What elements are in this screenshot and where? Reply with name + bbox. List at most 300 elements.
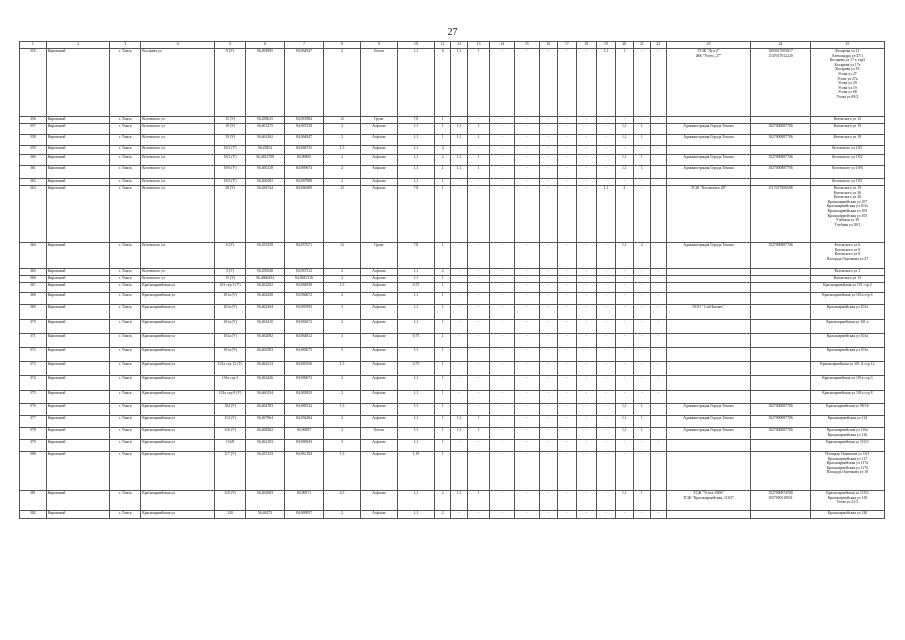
table-cell-col-2: Кировский — [46, 186, 110, 243]
table-cell-col-11: 1 — [434, 428, 450, 440]
table-cell-col-25: Котовского ул 19 Котовского ул 26 Котовского ул 28 Красноармейская ул 107 Красноармейская ул 101а Красноармейская ул 103 Красноармейская ул 105 Учебная ул 39 Учебная ул 38/1 — [810, 186, 884, 243]
table-cell-col-24 — [751, 452, 811, 491]
table-row — [20, 362, 885, 376]
table-cell-col-5: 101 стр 3 (У) — [215, 283, 246, 293]
data-table — [19, 41, 885, 519]
table-row — [20, 334, 885, 348]
table-cell-col-13: - — [467, 117, 490, 124]
table-cell-col-10: 1,1 — [397, 491, 434, 511]
table-cell-col-11: 2 — [434, 491, 450, 511]
table-cell-col-5: 19 (У) — [215, 135, 246, 146]
table-cell-col-9: Асфальт — [361, 452, 398, 491]
table-cell-col-25: Котовского ул 19 — [810, 135, 884, 146]
table-cell-col-7: 84,965672 — [285, 320, 324, 334]
table-cell-col-8: 2 — [324, 428, 361, 440]
table-cell-col-20: - — [615, 305, 633, 320]
table-cell-col-24 — [751, 283, 811, 293]
table-cell-col-9: Асфальт — [361, 269, 398, 276]
table-cell-col-8: 2 — [324, 155, 361, 166]
table-cell-col-4: Котовского ул — [141, 276, 215, 283]
table-cell-col-8: 1,5 — [324, 452, 361, 491]
table-cell-col-24 — [751, 269, 811, 276]
table-cell-col-15: - — [515, 362, 540, 376]
table-cell-col-20: - — [615, 320, 633, 334]
table-cell-col-9: Асфальт — [361, 404, 398, 416]
table-cell-col-17: - — [558, 428, 576, 440]
table-cell-col-22: - — [650, 320, 666, 334]
table-cell-col-14: - — [490, 416, 515, 428]
table-cell-col-15: - — [515, 376, 540, 391]
table-cell-col-15: - — [515, 166, 540, 179]
table-cell-col-6: 56,462410 — [245, 320, 284, 334]
table-cell-col-15: - — [515, 186, 540, 243]
table-cell-col-5: 6 (У) — [215, 243, 246, 269]
table-cell-col-8: 2 — [324, 293, 361, 305]
table-cell-col-5: 101а (У) — [215, 293, 246, 305]
table-cell-col-19: - — [597, 283, 615, 293]
table-cell-col-7: 84,965993 — [285, 305, 324, 320]
table-cell-col-9: Асфальт — [361, 276, 398, 283]
table-cell-col-10: 1,1 — [397, 166, 434, 179]
table-cell-col-20: 1,1 — [615, 166, 633, 179]
table-cell-col-19: - — [597, 124, 615, 135]
column-header-11: 11 — [434, 42, 450, 49]
table-cell-col-18: - — [576, 452, 597, 491]
table-cell-col-18: - — [576, 511, 597, 519]
table-cell-col-19: - — [597, 362, 615, 376]
table-cell-col-6: 56,462583 — [245, 348, 284, 362]
table-cell-col-2: Кировский — [46, 166, 110, 179]
table-cell-col-22: - — [650, 276, 666, 283]
table-cell-col-7: 84,969674 — [285, 166, 324, 179]
table-cell-col-21: - — [634, 334, 650, 348]
table-cell-col-3: г. Томск — [110, 404, 141, 416]
table-cell-col-22: - — [650, 452, 666, 491]
table-cell-col-1: 356 — [20, 117, 47, 124]
table-cell-col-21: - — [634, 49, 650, 117]
table-cell-col-17: - — [558, 166, 576, 179]
table-cell-col-2: Кировский — [46, 276, 110, 283]
table-cell-col-3: г. Томск — [110, 155, 141, 166]
table-cell-col-1: 381 — [20, 491, 47, 511]
table-cell-col-13: - — [467, 404, 490, 416]
table-cell-col-19: - — [597, 320, 615, 334]
table-cell-col-18: - — [576, 376, 597, 391]
table-cell-col-7: 84,965675 — [285, 348, 324, 362]
table-cell-col-2: Кировский — [46, 124, 110, 135]
table-cell-col-1: 380 — [20, 452, 47, 491]
table-cell-col-12: 1,1 — [451, 166, 467, 179]
table-cell-col-15: - — [515, 135, 540, 146]
table-cell-col-3: г. Томск — [110, 362, 141, 376]
table-cell-col-25: Красноармейская ул 101а — [810, 348, 884, 362]
table-cell-col-3: г. Томск — [110, 283, 141, 293]
table-cell-col-24 — [751, 146, 811, 155]
table-cell-col-10: 1,1 — [397, 293, 434, 305]
table-cell-col-21: 1 — [634, 124, 650, 135]
table-cell-col-10: 0,75 — [397, 283, 434, 293]
table-cell-col-14: - — [490, 391, 515, 404]
table-cell-col-21: 1 — [634, 491, 650, 511]
table-cell-col-15: - — [515, 146, 540, 155]
table-cell-col-4: Красноармейская ул — [141, 404, 215, 416]
table-cell-col-20: 1,1 — [615, 243, 633, 269]
table-cell-col-7: 84,96971 — [285, 491, 324, 511]
table-cell-col-9: Асфальт — [361, 362, 398, 376]
table-cell-col-25: Красноармейская ул 116а Красноармейская ул 116 — [810, 428, 884, 440]
table-cell-col-18: - — [576, 348, 597, 362]
table-cell-col-17: - — [558, 348, 576, 362]
table-cell-col-21: 1 — [634, 404, 650, 416]
table-cell-col-17: - — [558, 146, 576, 155]
table-cell-col-2: Кировский — [46, 334, 110, 348]
table-cell-col-15: - — [515, 305, 540, 320]
table-cell-col-13: - — [467, 320, 490, 334]
table-cell-col-18: - — [576, 334, 597, 348]
table-cell-col-4: Красноармейская ул — [141, 391, 215, 404]
table-cell-col-11: 1 — [434, 404, 450, 416]
table-cell-col-8: 12 — [324, 186, 361, 243]
table-cell-col-1: 372 — [20, 348, 47, 362]
table-cell-col-19: - — [597, 276, 615, 283]
table-cell-col-16: - — [539, 362, 557, 376]
table-cell-col-21: - — [634, 440, 650, 452]
table-cell-col-6: 56,4631708 — [245, 155, 284, 166]
table-cell-col-15: - — [515, 491, 540, 511]
table-cell-col-25: Котовского ул 19/2 — [810, 155, 884, 166]
table-row — [20, 49, 885, 117]
table-cell-col-18: - — [576, 124, 597, 135]
table-cell-col-24 — [751, 348, 811, 362]
table-cell-col-21: - — [634, 283, 650, 293]
table-row — [20, 155, 885, 166]
table-cell-col-13: - — [467, 243, 490, 269]
table-cell-col-10: 1,1 — [397, 155, 434, 166]
table-cell-col-19: - — [597, 305, 615, 320]
table-cell-col-10: 1,1 — [397, 320, 434, 334]
table-cell-col-19: - — [597, 135, 615, 146]
table-cell-col-11: 1 — [434, 452, 450, 491]
table-cell-col-14: - — [490, 276, 515, 283]
table-cell-col-11: 1 — [434, 362, 450, 376]
table-cell-col-24: 1117017006598 — [751, 186, 811, 243]
table-cell-col-3: г. Томск — [110, 124, 141, 135]
table-cell-col-13: - — [467, 452, 490, 491]
table-cell-col-10: 1,1 — [397, 146, 434, 155]
table-cell-col-16: - — [539, 269, 557, 276]
table-cell-col-12: - — [451, 391, 467, 404]
table-cell-col-17: - — [558, 243, 576, 269]
table-cell-col-2: Кировский — [46, 155, 110, 166]
table-cell-col-15: - — [515, 276, 540, 283]
table-body — [20, 49, 885, 519]
table-cell-col-8: 2 — [324, 179, 361, 186]
table-cell-col-22: - — [650, 334, 666, 348]
table-cell-col-9: Асфальт — [361, 416, 398, 428]
table-cell-col-12: 1,1 — [451, 428, 467, 440]
table-cell-col-12: 1,1 — [451, 155, 467, 166]
table-cell-col-25: Площадь Ощепкова ул 16/1 Красноармейская ул 117 Красноармейская ул 117а Красноармейская ул 117б Площадь Ощепкова ул 18 — [810, 452, 884, 491]
table-cell-col-15: - — [515, 124, 540, 135]
table-cell-col-1: 371 — [20, 334, 47, 348]
table-cell-col-10: 1,1 — [397, 305, 434, 320]
table-cell-col-14: - — [490, 117, 515, 124]
table-cell-col-16: - — [539, 348, 557, 362]
table-cell-col-21: 1 — [634, 155, 650, 166]
table-cell-col-5: 104 (У) — [215, 404, 246, 416]
table-cell-col-2: Кировский — [46, 146, 110, 155]
column-header-5: 5 — [215, 42, 246, 49]
table-cell-col-4: Котовского ул — [141, 179, 215, 186]
table-cell-col-2: Кировский — [46, 440, 110, 452]
table-cell-col-5: 101а стр 3 — [215, 376, 246, 391]
table-cell-col-4: Котовского ул — [141, 117, 215, 124]
table-cell-col-12: - — [451, 146, 467, 155]
table-cell-col-5: 101а стр 12 (У) — [215, 362, 246, 376]
table-cell-col-1: 363 — [20, 186, 47, 243]
table-cell-col-17: - — [558, 117, 576, 124]
table-cell-col-12: - — [451, 283, 467, 293]
table-cell-col-1: 369 — [20, 305, 47, 320]
table-cell-col-3: г. Томск — [110, 117, 141, 124]
table-cell-col-8: 2 — [324, 49, 361, 117]
table-cell-col-20: - — [615, 391, 633, 404]
table-cell-col-18: - — [576, 155, 597, 166]
table-cell-col-14: - — [490, 404, 515, 416]
table-row — [20, 452, 885, 491]
table-cell-col-25: Красноармейская ул 116/3 — [810, 440, 884, 452]
table-cell-col-17: - — [558, 320, 576, 334]
table-cell-col-13: - — [467, 179, 490, 186]
table-cell-col-3: г. Томск — [110, 243, 141, 269]
table-cell-col-16: - — [539, 166, 557, 179]
table-cell-col-17: - — [558, 452, 576, 491]
table-cell-col-22 — [650, 135, 666, 146]
table-cell-col-17: - — [558, 404, 576, 416]
column-header-4: 4 — [141, 42, 215, 49]
table-cell-col-16: - — [539, 511, 557, 519]
table-cell-col-19: - — [597, 416, 615, 428]
table-cell-col-18: - — [576, 146, 597, 155]
table-cell-col-11: 1 — [434, 334, 450, 348]
table-cell-col-4: Котовского ул — [141, 135, 215, 146]
column-header-18: 18 — [576, 42, 597, 49]
table-cell-col-16: - — [539, 135, 557, 146]
table-cell-col-23: Администрация Города Томска — [666, 155, 750, 166]
table-cell-col-16: - — [539, 124, 557, 135]
table-cell-col-14: - — [490, 243, 515, 269]
table-cell-col-12: - — [451, 269, 467, 276]
table-cell-col-1: 373 — [20, 362, 47, 376]
table-cell-col-24: 1027000887706 — [751, 155, 811, 166]
table-cell-col-8: 2 — [324, 276, 361, 283]
column-header-20: 20 — [615, 42, 633, 49]
table-cell-col-23: Администрация Города Томска — [666, 243, 750, 269]
table-cell-col-8: 12 — [324, 243, 361, 269]
table-cell-col-22 — [650, 491, 666, 511]
table-cell-col-24: 1027000874590 1057000118931 — [751, 491, 811, 511]
table-cell-col-24 — [751, 179, 811, 186]
table-cell-col-8: 2 — [324, 416, 361, 428]
table-cell-col-8: 3 — [324, 348, 361, 362]
table-cell-col-10: 1,1 — [397, 404, 434, 416]
table-cell-col-11: 1 — [434, 124, 450, 135]
table-cell-col-5: 19/3 (У) — [215, 179, 246, 186]
table-cell-col-5: 120 — [215, 511, 246, 519]
table-cell-col-23 — [666, 179, 750, 186]
table-cell-col-2: Кировский — [46, 362, 110, 376]
table-cell-col-13: - — [467, 376, 490, 391]
table-cell-col-9: Асфальт — [361, 186, 398, 243]
table-cell-col-15: - — [515, 428, 540, 440]
table-cell-col-1: 362 — [20, 179, 47, 186]
table-cell-col-15: - — [515, 391, 540, 404]
table-cell-col-4: Котовского ул — [141, 269, 215, 276]
table-cell-col-21: 2 — [634, 243, 650, 269]
table-cell-col-17: - — [558, 269, 576, 276]
table-cell-col-21: - — [634, 179, 650, 186]
table-cell-col-2: Кировский — [46, 49, 110, 117]
table-cell-col-8: 2 — [324, 391, 361, 404]
table-cell-col-17: - — [558, 49, 576, 117]
table-cell-col-21: - — [634, 269, 650, 276]
table-cell-col-14: - — [490, 305, 515, 320]
table-cell-col-18: - — [576, 391, 597, 404]
table-cell-col-22 — [650, 404, 666, 416]
table-cell-col-1: 365 — [20, 269, 47, 276]
table-cell-col-13: - — [467, 305, 490, 320]
table-cell-col-9: Бетон — [361, 49, 398, 117]
table-cell-col-22: - — [650, 269, 666, 276]
table-cell-col-16: - — [539, 320, 557, 334]
column-header-13: 13 — [467, 42, 490, 49]
table-cell-col-5: 116 (У) — [215, 428, 246, 440]
table-cell-col-12: - — [451, 362, 467, 376]
table-cell-col-1: 376 — [20, 404, 47, 416]
table-cell-col-5: 101а (У) — [215, 305, 246, 320]
table-cell-col-3: г. Томск — [110, 135, 141, 146]
column-header-12: 12 — [451, 42, 467, 49]
table-cell-col-18: - — [576, 166, 597, 179]
table-cell-col-6: 56,453143 — [245, 452, 284, 491]
table-cell-col-19: - — [597, 117, 615, 124]
table-cell-col-18: - — [576, 117, 597, 124]
column-header-7: 7 — [285, 42, 324, 49]
table-cell-col-3: г. Томск — [110, 49, 141, 117]
table-cell-col-9: Грунт — [361, 243, 398, 269]
column-header-17: 17 — [558, 42, 576, 49]
table-cell-col-18: - — [576, 440, 597, 452]
table-cell-col-15: - — [515, 511, 540, 519]
table-cell-col-6: 56,453339 — [245, 243, 284, 269]
table-cell-col-9: Асфальт — [361, 146, 398, 155]
table-row — [20, 276, 885, 283]
table-cell-col-25: Котовского ул 19/6 — [810, 166, 884, 179]
table-cell-col-8: 2 — [324, 166, 361, 179]
table-cell-col-6: 56,462304 — [245, 305, 284, 320]
table-cell-col-19: - — [597, 179, 615, 186]
table-cell-col-21: - — [634, 276, 650, 283]
table-cell-col-13: - — [467, 348, 490, 362]
column-header-21: 21 — [634, 42, 650, 49]
table-cell-col-20: - — [615, 146, 633, 155]
column-header-24: 24 — [751, 42, 811, 49]
table-cell-col-11: 1 — [434, 166, 450, 179]
table-cell-col-18: - — [576, 269, 597, 276]
table-cell-col-22 — [650, 186, 666, 243]
table-cell-col-25: Красноармейская ул 101а стр 6 — [810, 293, 884, 305]
table-cell-col-11: 1 — [434, 440, 450, 452]
table-cell-col-22: - — [650, 179, 666, 186]
table-cell-col-8: 1,5 — [324, 404, 361, 416]
table-cell-col-24 — [751, 362, 811, 376]
table-cell-col-13: 1 — [467, 124, 490, 135]
table-cell-col-10: 1,1 — [397, 135, 434, 146]
table-cell-col-6: 56,460492 — [245, 179, 284, 186]
table-cell-col-7: 84,964947 — [285, 135, 324, 146]
table-cell-col-14: - — [490, 49, 515, 117]
table-cell-col-25: Красноармейская ул 101а — [810, 334, 884, 348]
table-cell-col-8: 12 — [324, 117, 361, 124]
table-cell-col-21: - — [634, 305, 650, 320]
table-cell-col-12: - — [451, 305, 467, 320]
table-cell-col-6: 56,467964 — [245, 416, 284, 428]
table-cell-col-14: - — [490, 283, 515, 293]
table-cell-col-9: Асфальт — [361, 440, 398, 452]
table-cell-col-6: 56,462903 — [245, 491, 284, 511]
table-cell-col-25: Котовского ул 19/1 — [810, 146, 884, 155]
table-cell-col-5: 3 (У) — [215, 269, 246, 276]
table-cell-col-2: Кировский — [46, 452, 110, 491]
table-cell-col-12: 1,1 — [451, 135, 467, 146]
table-cell-col-3: г. Томск — [110, 320, 141, 334]
table-cell-col-1: 382 — [20, 511, 47, 519]
header-row — [20, 42, 885, 49]
table-cell-col-4: Красноармейская ул — [141, 334, 215, 348]
table-cell-col-18: - — [576, 491, 597, 511]
table-cell-col-13: - — [467, 293, 490, 305]
table-cell-col-4: Котовского ул — [141, 166, 215, 179]
table-cell-col-13: - — [467, 269, 490, 276]
table-cell-col-9: Асфальт — [361, 305, 398, 320]
table-cell-col-14: - — [490, 166, 515, 179]
table-cell-col-25: Красноармейская ул 101а стр 8 — [810, 391, 884, 404]
table-cell-col-23 — [666, 146, 750, 155]
table-cell-col-25: Котовского ул 19 — [810, 124, 884, 135]
table-cell-col-1: 368 — [20, 293, 47, 305]
table-cell-col-24 — [751, 334, 811, 348]
table-cell-col-5: 101а (У) — [215, 334, 246, 348]
table-cell-col-6: 56,46275 — [245, 511, 284, 519]
table-cell-col-25: Котовского ул 19/1 — [810, 179, 884, 186]
table-cell-col-18: - — [576, 428, 597, 440]
table-cell-col-11: 1 — [434, 376, 450, 391]
table-cell-col-3: г. Томск — [110, 146, 141, 155]
table-cell-col-8: 4,5 — [324, 491, 361, 511]
table-cell-col-3: г. Томск — [110, 179, 141, 186]
table-cell-col-4: Котовского ул — [141, 243, 215, 269]
table-cell-col-8: 2 — [324, 124, 361, 135]
table-cell-col-6: 56,460128 — [245, 166, 284, 179]
table-cell-col-13: - — [467, 440, 490, 452]
table-cell-col-10: 1,1 — [397, 49, 434, 117]
table-cell-col-21: - — [634, 391, 650, 404]
table-cell-col-12: - — [451, 293, 467, 305]
table-cell-col-1: 359 — [20, 146, 47, 155]
table-cell-col-12: 1,1 — [451, 49, 467, 117]
table-cell-col-2: Кировский — [46, 283, 110, 293]
table-cell-col-21: 1 — [634, 166, 650, 179]
